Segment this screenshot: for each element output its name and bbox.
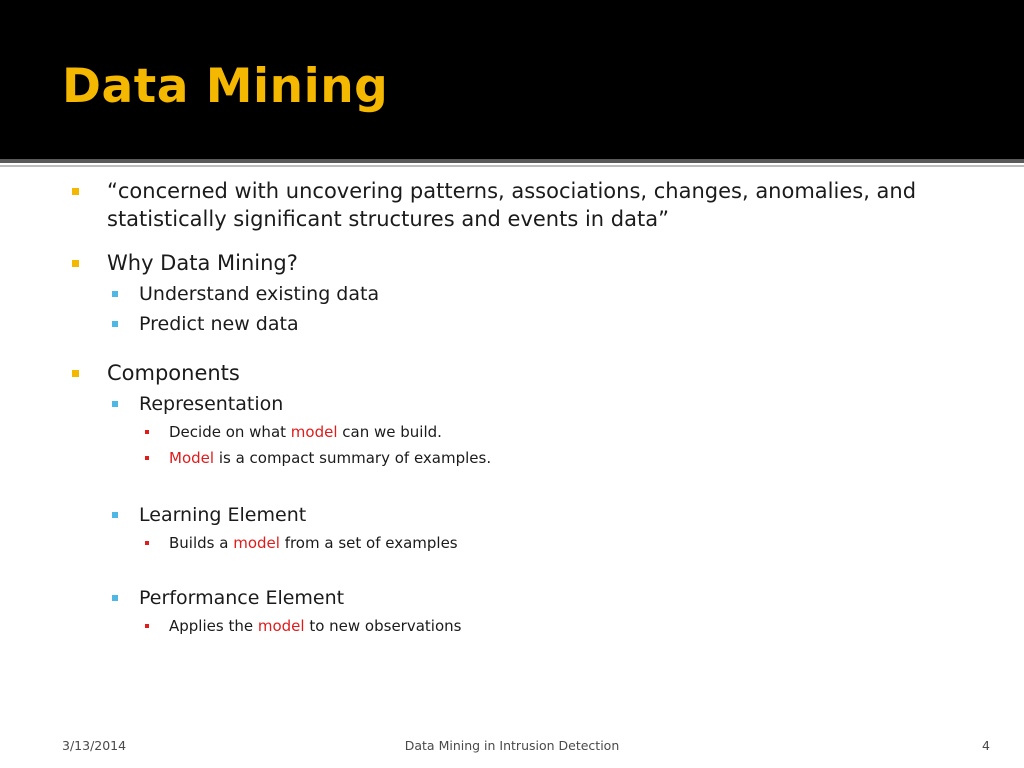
definition-text: “concerned with uncovering patterns, associations, changes, anomalies, and statistically significant structures and events in data” [107,179,917,231]
components-label: Components [107,361,240,385]
model-keyword: model [233,534,280,552]
detail-text-after: can we build. [337,423,442,441]
sub-bullet-understand [70,279,970,309]
sub-bullet-label: Performance Element [139,587,345,609]
square-bullet-icon [112,291,118,297]
sub-bullet-label: Learning Element [139,504,307,526]
square-bullet-icon [112,595,118,601]
sub-bullet-predict [70,309,970,339]
sub-bullet-learning-element [70,500,970,530]
sub-bullet-label: Representation [139,393,284,415]
detail-text-after: is a compact summary of examples. [214,449,492,467]
model-keyword: model [290,423,338,441]
model-keyword: Model [169,449,215,467]
model-keyword: model [257,617,305,635]
sub-bullet-label: Predict new data [139,313,299,335]
slide-content [70,177,970,639]
title-divider [0,159,1024,163]
bullet-definition [70,177,970,233]
detail-bullet-model-summary [70,445,970,471]
detail-bullet-applies-model [70,613,970,639]
footer-title: Data Mining in Intrusion Detection [404,738,620,753]
detail-text-after: from a set of examples [279,534,458,552]
square-bullet-icon [145,541,149,545]
square-bullet-icon [145,624,149,628]
square-bullet-icon [112,512,118,518]
slide-title: Data Mining [62,59,389,114]
square-bullet-icon [72,188,79,195]
why-label: Why Data Mining? [107,251,298,275]
detail-text-before: Applies the [169,617,258,635]
square-bullet-icon [112,401,118,407]
title-divider-light [0,165,1024,167]
title-band [0,0,1024,159]
square-bullet-icon [145,430,149,434]
sub-bullet-performance-element [70,583,970,613]
detail-text-before: Builds a [169,534,234,552]
square-bullet-icon [145,456,149,460]
bullet-components [70,359,970,387]
bullet-why-data-mining [70,249,970,277]
sub-bullet-representation [70,389,970,419]
square-bullet-icon [72,370,79,377]
square-bullet-icon [72,260,79,267]
sub-bullet-label: Understand existing data [139,283,380,305]
detail-bullet-decide-model [70,419,970,445]
detail-text-after: to new observations [304,617,462,635]
detail-bullet-builds-model [70,530,970,556]
detail-text-before: Decide on what [169,423,291,441]
slide-number: 4 [982,738,990,753]
square-bullet-icon [112,321,118,327]
footer-date: 3/13/2014 [62,738,127,753]
